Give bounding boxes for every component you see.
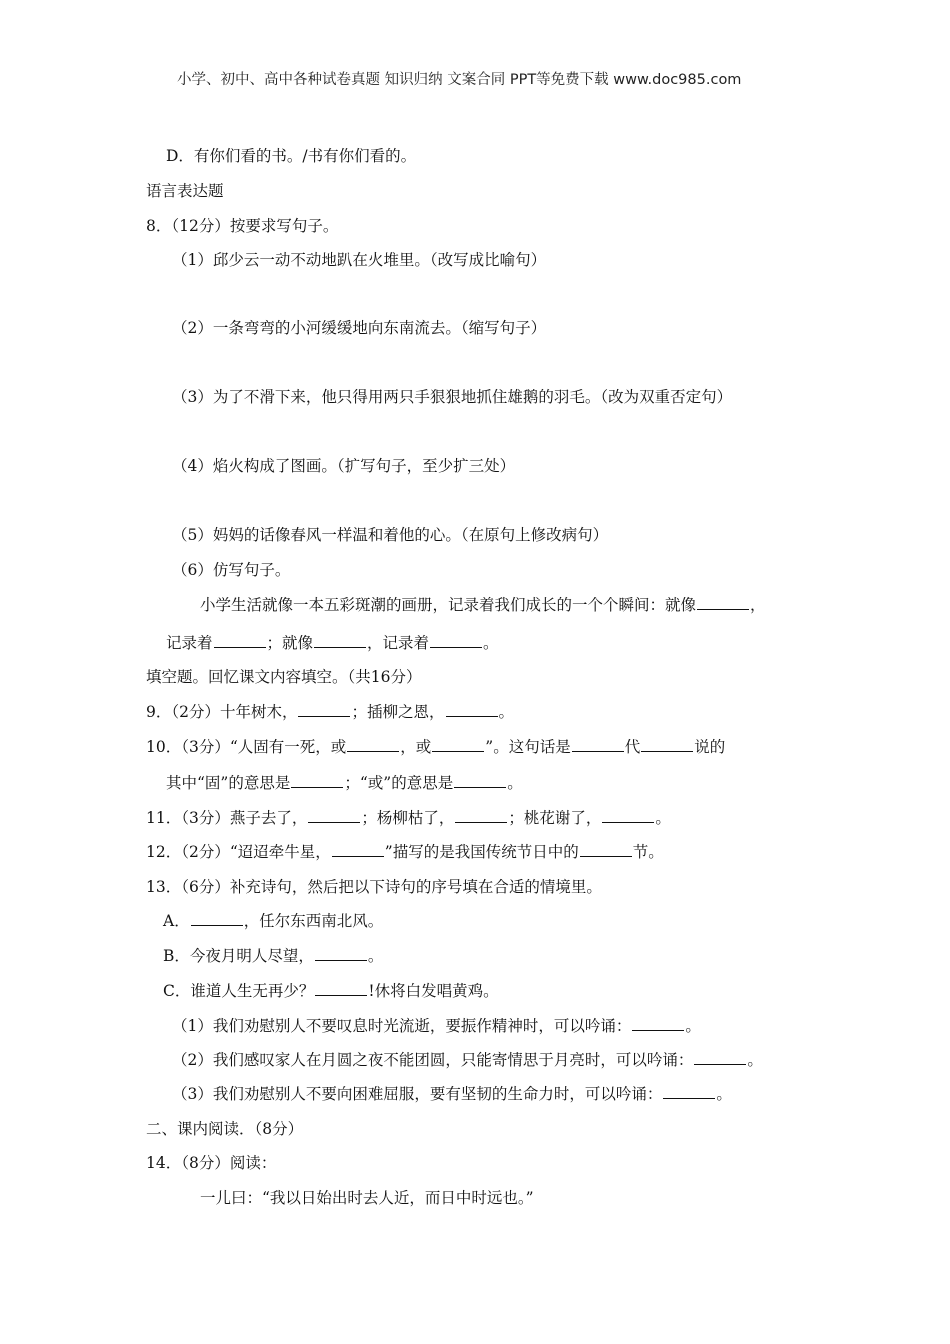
q13-option-b: B．今夜月明人尽望， 。: [163, 947, 384, 965]
answer-blank[interactable]: [191, 911, 243, 926]
answer-blank[interactable]: [580, 842, 632, 857]
q13-option-a: A． ，任尔东西南北风。: [163, 912, 384, 930]
answer-blank[interactable]: [632, 1016, 684, 1031]
answer-blank[interactable]: [455, 808, 507, 823]
answer-blank[interactable]: [697, 595, 749, 610]
answer-blank[interactable]: [446, 702, 498, 717]
answer-blank[interactable]: [663, 1084, 715, 1099]
option-d: D．有你们看的书。/书有你们看的。: [166, 147, 417, 165]
q8-sub-4: （4）焰火构成了图画。（扩写句子，至少扩三处）: [172, 457, 516, 475]
answer-blank[interactable]: [332, 842, 384, 857]
section-title-language-expression: 语言表达题: [146, 182, 224, 200]
answer-blank[interactable]: [454, 773, 506, 788]
q8-sub-6-prompt: 小学生活就像一本五彩斑潮的画册，记录着我们成长的一个个瞬间：就像 ，: [200, 596, 766, 614]
answer-blank[interactable]: [432, 737, 484, 752]
question-14: 14．（8分）阅读：: [146, 1154, 277, 1172]
answer-blank[interactable]: [430, 633, 482, 648]
page-header: 小学、初中、高中各种试卷真题 知识归纳 文案合同 PPT等免费下载 www.doc985.com: [177, 72, 742, 88]
question-10-cont: 其中“固”的意思是 ；“或”的意思是 。: [166, 774, 523, 792]
question-9: 9．（2分）十年树木， ；插柳之恩， 。: [146, 703, 515, 721]
q8-sub-2: （2）一条弯弯的小河缓缓地向东南流去。（缩写句子）: [172, 319, 547, 337]
q8-sub-6: （6）仿写句子。: [172, 561, 291, 579]
q8-sub-6-prompt-cont: 记录着 ；就像 ，记录着 。: [166, 634, 499, 652]
answer-blank[interactable]: [315, 981, 367, 996]
answer-blank[interactable]: [291, 773, 343, 788]
q13-sub-3: （3）我们劝慰别人不要向困难屈服，要有坚韧的生命力时，可以吟诵： 。: [172, 1085, 732, 1103]
question-12: 12．（2分）“迢迢牵牛星， ”描写的是我国传统节日中的 节。: [146, 843, 664, 861]
section-title-reading: 二、课内阅读．（8分）: [146, 1120, 304, 1138]
reading-passage: 一儿曰：“我以日始出时去人近，而日中时远也。”: [200, 1189, 534, 1207]
question-10: 10．（3分）“人固有一死，或 ，或 ”。这句话是 代 说的: [146, 738, 726, 756]
answer-blank[interactable]: [314, 633, 366, 648]
question-11: 11．（3分）燕子去了， ；杨柳枯了， ；桃花谢了， 。: [146, 809, 671, 827]
answer-blank[interactable]: [572, 737, 624, 752]
q13-sub-1: （1）我们劝慰别人不要叹息时光流逝，要振作精神时，可以吟诵： 。: [172, 1017, 701, 1035]
answer-blank[interactable]: [298, 702, 350, 717]
q13-sub-2: （2）我们感叹家人在月圆之夜不能团圆，只能寄情思于月亮时，可以吟诵： 。: [172, 1051, 763, 1069]
answer-blank[interactable]: [315, 946, 367, 961]
question-13: 13．（6分）补充诗句，然后把以下诗句的序号填在合适的情境里。: [146, 878, 602, 896]
q8-sub-1: （1）邱少云一动不动地趴在火堆里。（改写成比喻句）: [172, 251, 547, 269]
q13-option-c: C．谁道人生无再少？ !休将白发唱黄鸡。: [163, 982, 499, 1000]
section-title-fill-blank: 填空题。回忆课文内容填空。（共16分）: [146, 668, 422, 686]
q8-sub-5: （5）妈妈的话像春风一样温和着他的心。（在原句上修改病句）: [172, 526, 609, 544]
answer-blank[interactable]: [602, 808, 654, 823]
answer-blank[interactable]: [694, 1050, 746, 1065]
answer-blank[interactable]: [308, 808, 360, 823]
question-8: 8．（12分）按要求写句子。: [146, 217, 339, 235]
answer-blank[interactable]: [214, 633, 266, 648]
answer-blank[interactable]: [347, 737, 399, 752]
answer-blank[interactable]: [641, 737, 693, 752]
q8-sub-3: （3）为了不滑下来，他只得用两只手狠狠地抓住雄鹅的羽毛。（改为双重否定句）: [172, 388, 733, 406]
